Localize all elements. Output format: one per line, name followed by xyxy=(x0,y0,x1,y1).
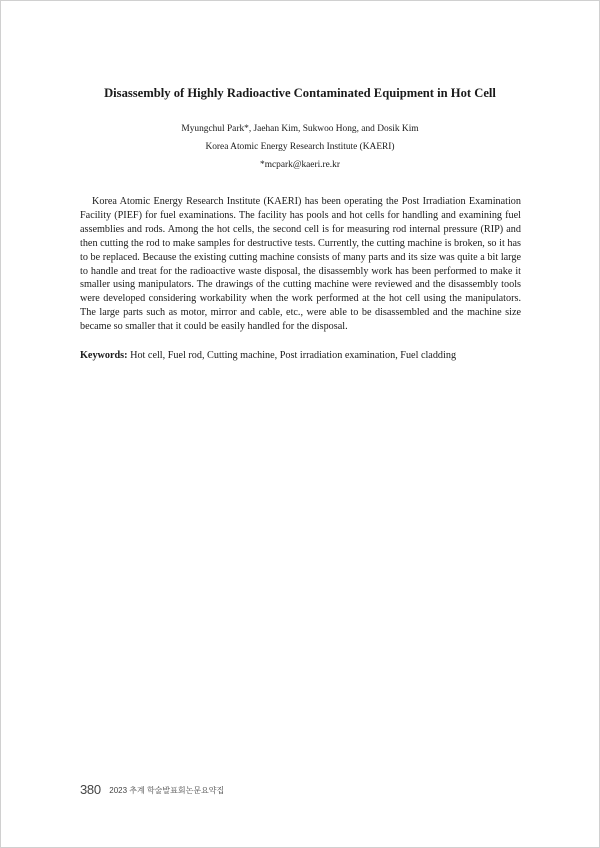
corresponding-email: *mcpark@kaeri.re.kr xyxy=(260,160,340,170)
page-footer xyxy=(80,781,224,799)
abstract-paragraph: Korea Atomic Energy Research Institute (KAERI) has been operating the Post Irradiation Examination Facility (PIEF) for fuel examinations. The facility has pools and hot cells for handling and examining fuel assemblies and rods. Among the hot cells, the second cell is for measuring rod internal pressure (RIP) and then cutting the rod to make samples for destructive tests. Currently, the cutting machine is broken, so it has to be replaced. Because the existing cutting machine consists of many parts and its size was quite a bit large to handle and treat for the radioactive waste disposal, the disassembly work has been performed to make it smaller using manipulators. The drawings of the cutting machine were reviewed and the disassembly tools were developed considering workability when the work performed at the hot cell using the manipulators. The large parts such as motor, mirror and cable, etc., were able to be disassembled and the machine size became so smaller that it could be easily handled for the disposal. xyxy=(80,196,521,333)
proceedings-name: 2023 추계 학술발표회논문요약집 xyxy=(109,786,225,795)
keywords-list: Hot cell, Fuel rod, Cutting machine, Post irradiation examination, Fuel cladding xyxy=(127,350,457,361)
keywords-label: Keywords: xyxy=(80,350,128,361)
page-number: 380 xyxy=(80,782,101,797)
keywords-line xyxy=(80,349,521,363)
affiliation: Korea Atomic Energy Research Institute (KAERI) xyxy=(205,142,395,152)
paper-title: Disassembly of Highly Radioactive Contaminated Equipment in Hot Cell xyxy=(104,86,496,100)
author-list: Myungchul Park*, Jaehan Kim, Sukwoo Hong, and Dosik Kim xyxy=(181,124,419,134)
